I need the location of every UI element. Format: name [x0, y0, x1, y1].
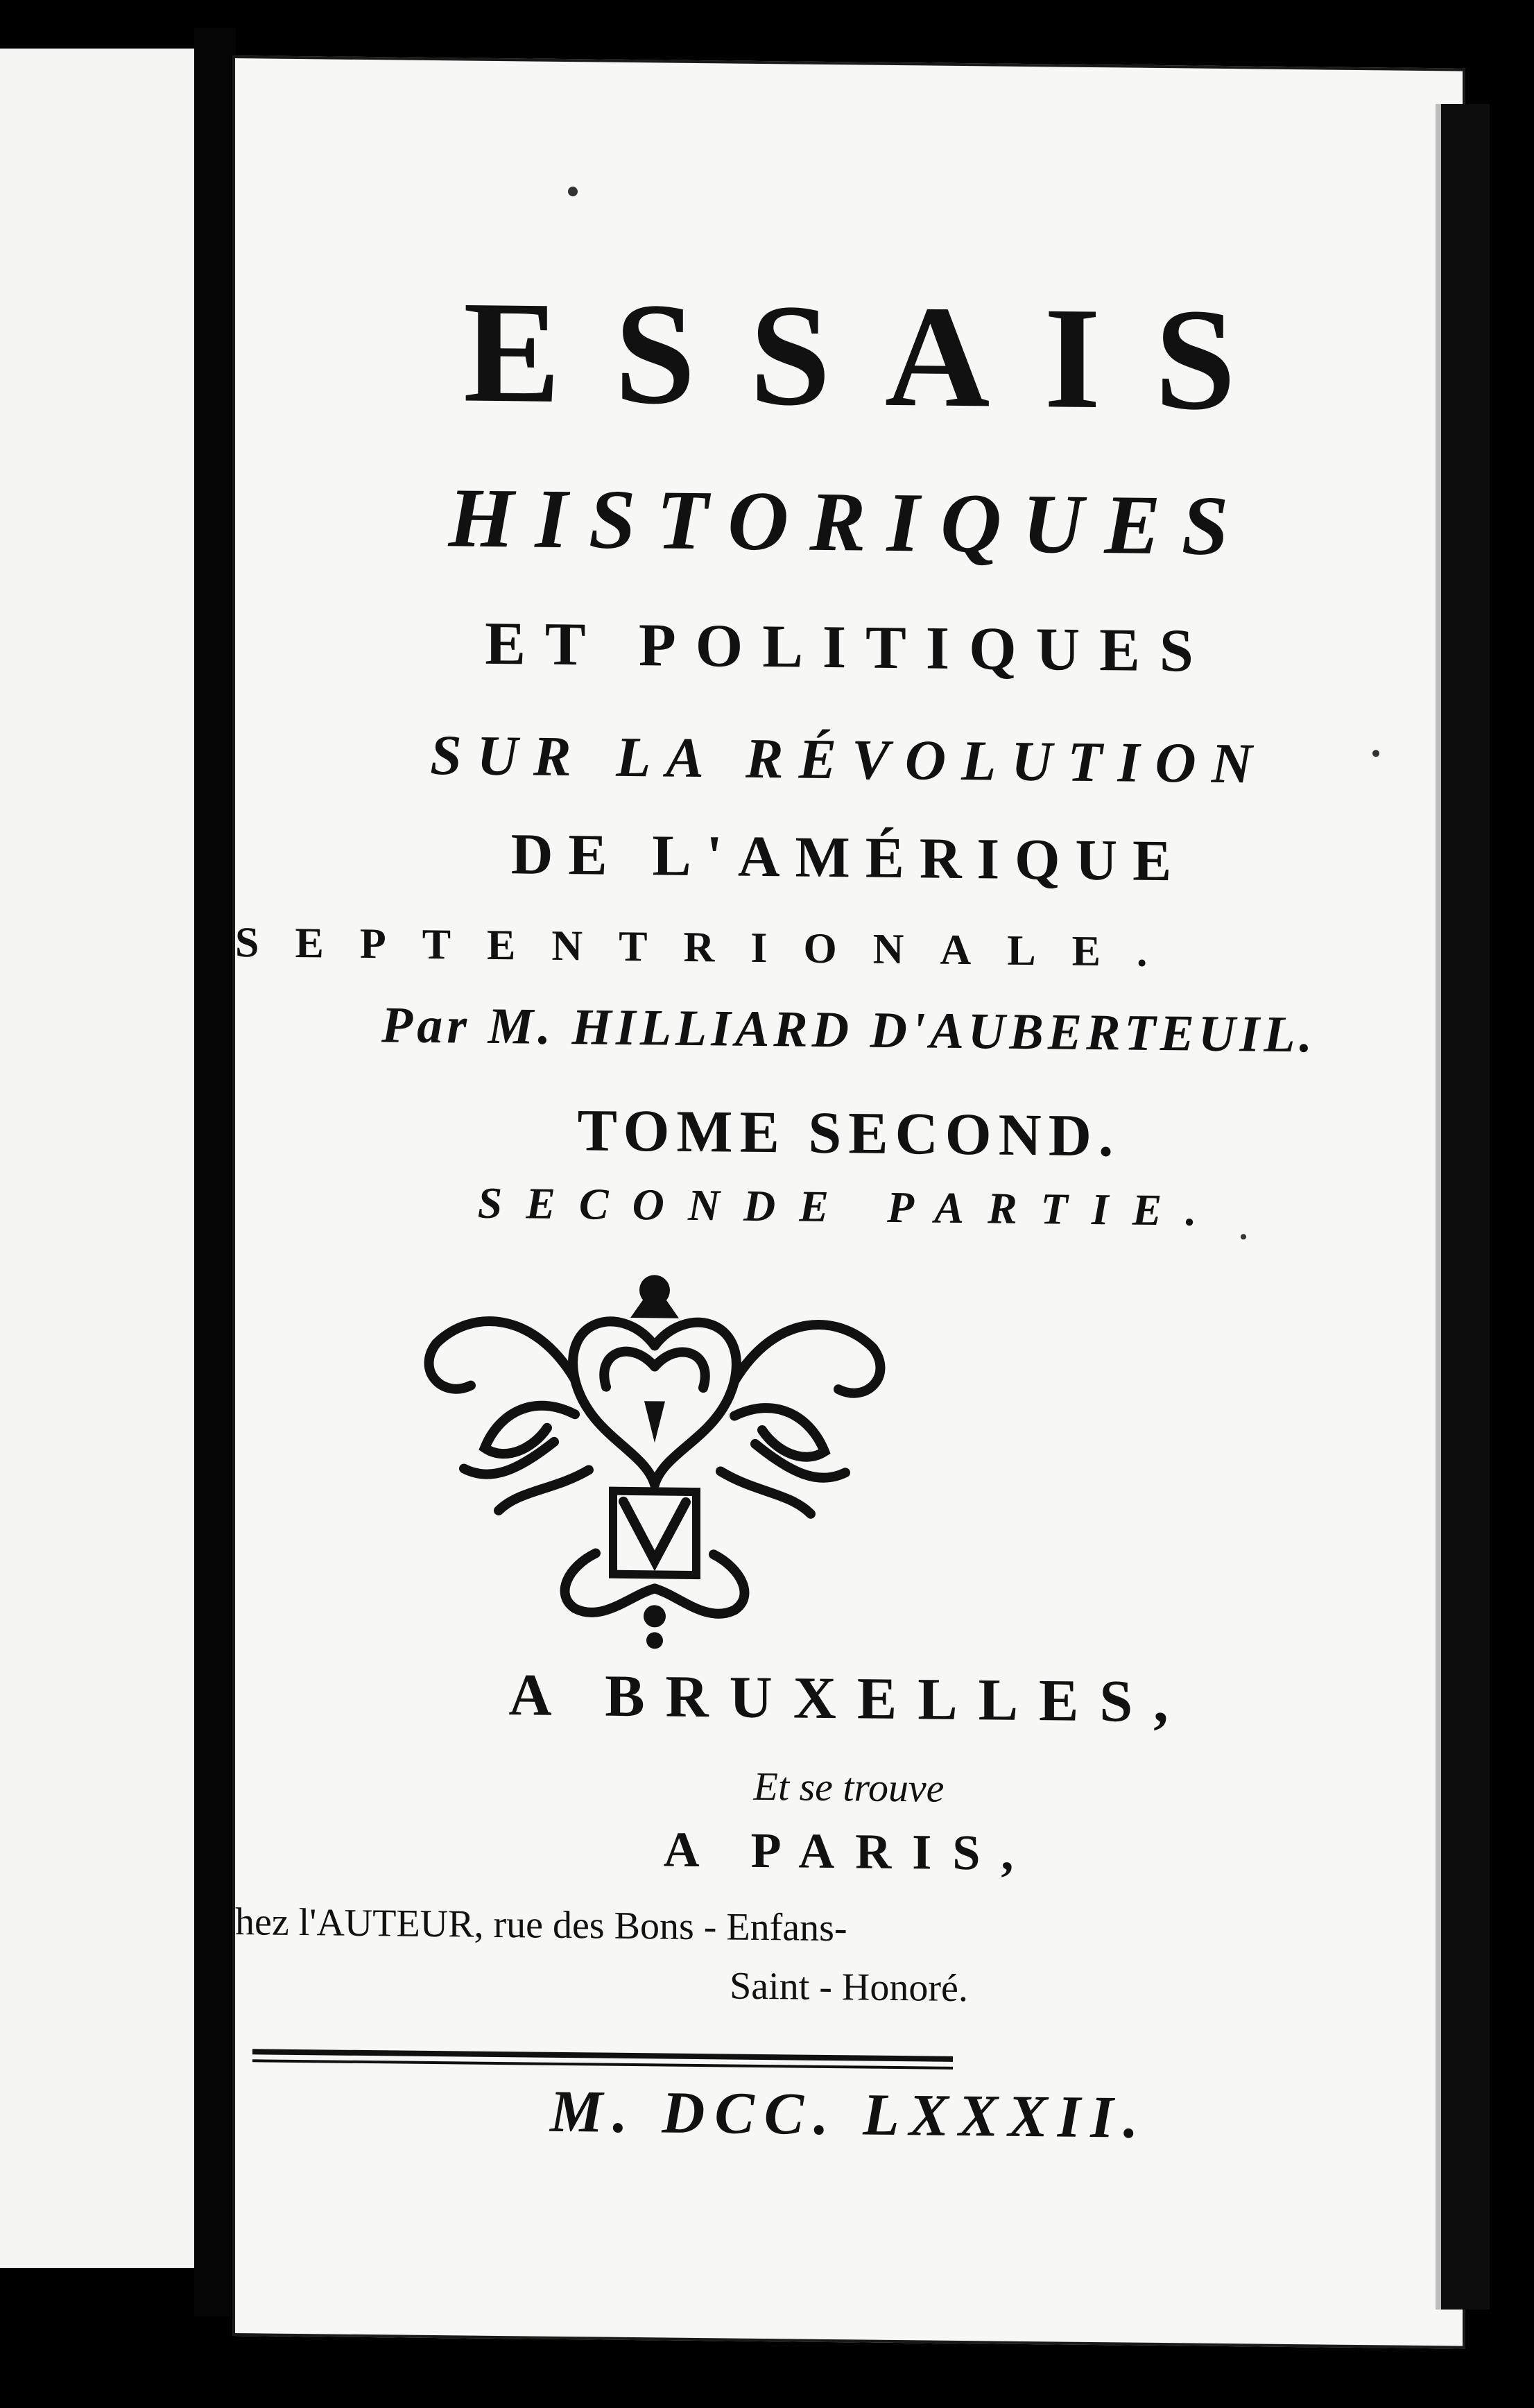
author-line: Par M. HILLIARD D'AUBERTEUIL.: [381, 997, 1316, 1064]
fleuron-ornament-icon: [415, 1260, 894, 1653]
imprint-city-paris: A PARIS,: [663, 1821, 1035, 1882]
imprint-address-line1: hez l'AUTEUR, rue des Bons - Enfans-: [235, 1900, 847, 1950]
paper-speck: [1372, 750, 1379, 757]
title-line-septentrionale: SEPTENTRIONALE.: [235, 919, 1184, 977]
title-word-historiques: HISTORIQUES: [448, 471, 1250, 574]
title-line-et-politiques: ET POLITIQUES: [485, 610, 1213, 685]
title-word-essais: ESSAIS: [463, 271, 1290, 441]
paper-speck: [1241, 1234, 1246, 1239]
imprint-city-bruxelles: A BRUXELLES,: [508, 1661, 1189, 1735]
imprint-se-trouve: Et se trouve: [753, 1763, 945, 1811]
volume-line: TOME SECOND.: [577, 1096, 1121, 1169]
double-rule-thin: [252, 2059, 953, 2070]
title-line-amerique: DE L'AMÉRIQUE: [510, 822, 1187, 894]
imprint-address-line2: Saint - Honoré.: [730, 1964, 968, 2011]
publication-date: M. DCC. LXXXII.: [549, 2077, 1148, 2151]
title-line-revolution: SUR LA RÉVOLUTION: [430, 723, 1268, 796]
page-edge: [1436, 104, 1490, 2310]
part-line: SECONDE PARTIE.: [477, 1178, 1221, 1235]
title-page: [232, 55, 1465, 2349]
facing-page: [0, 49, 198, 2268]
paper-speck: [568, 187, 578, 196]
book-gutter: [194, 28, 236, 2316]
